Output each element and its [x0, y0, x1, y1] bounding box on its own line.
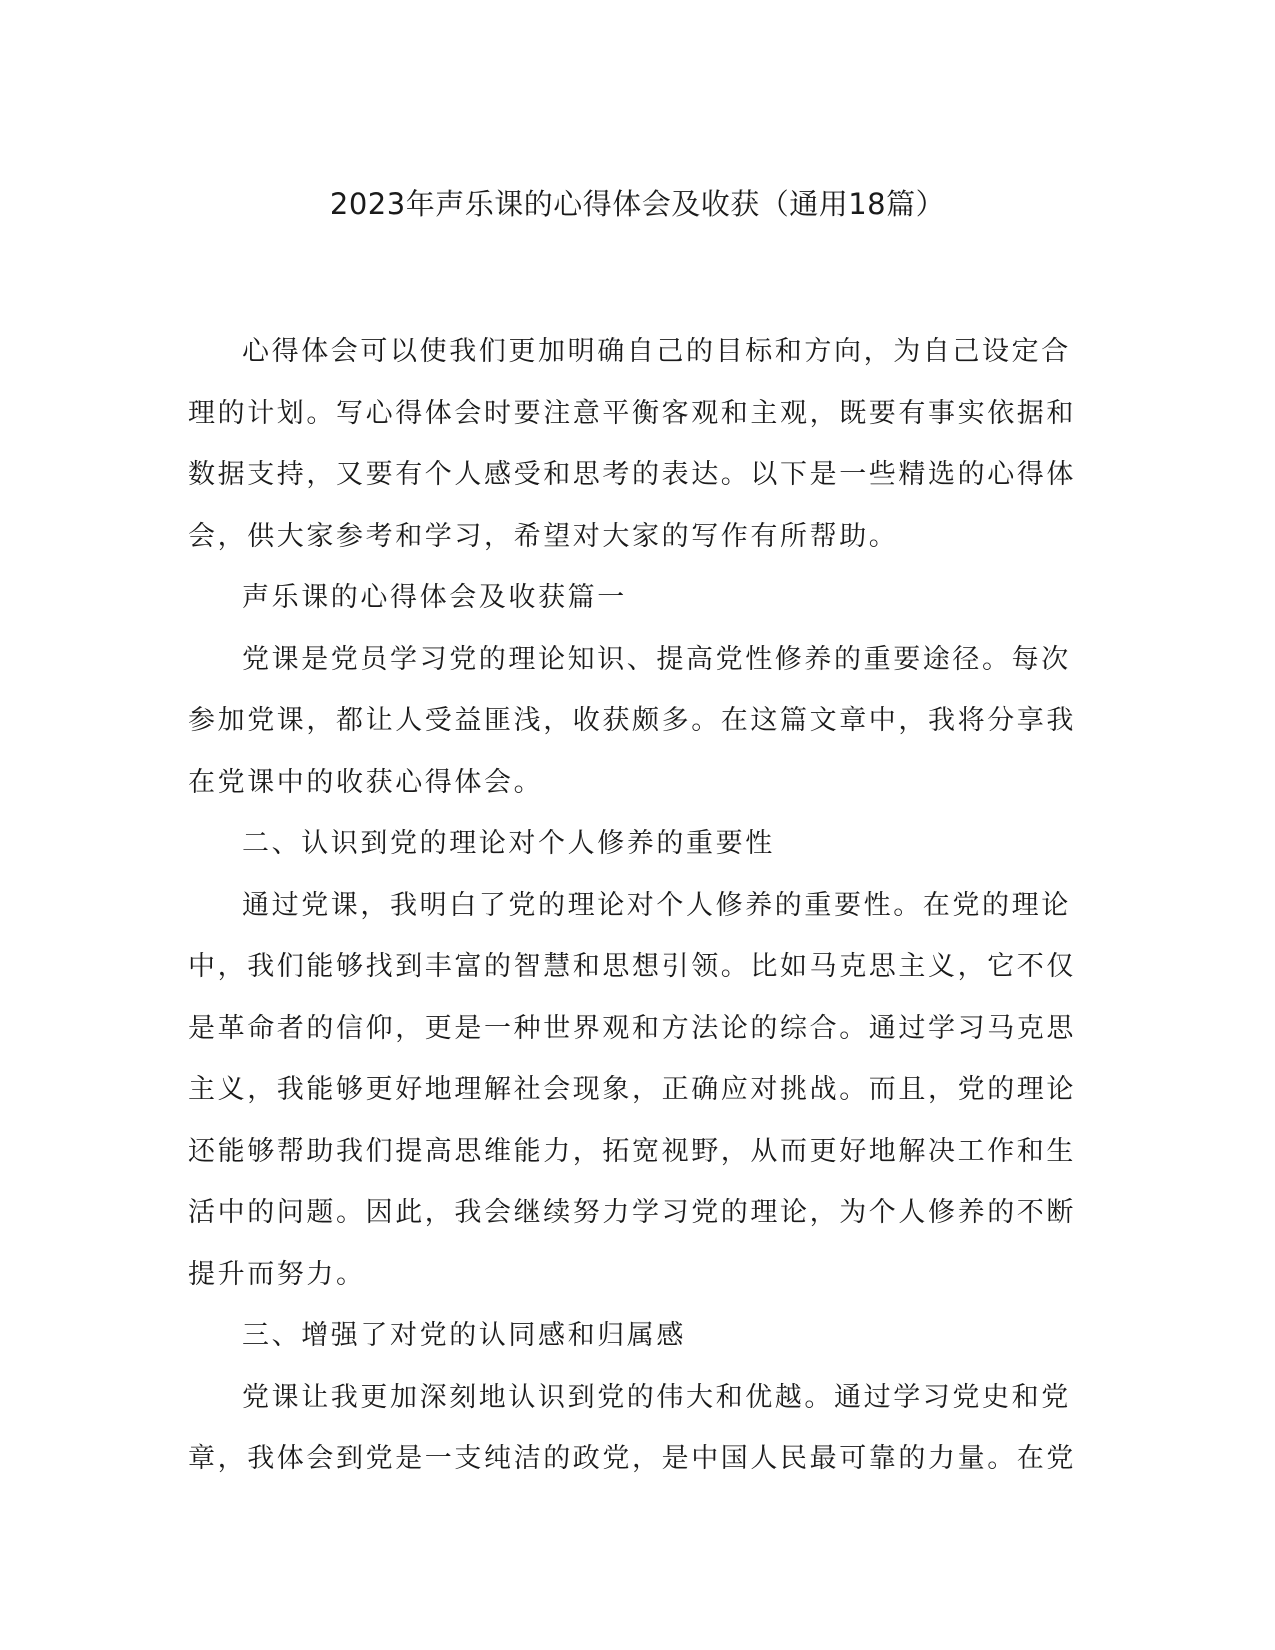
text-line: 三、增强了对党的认同感和归属感	[242, 1320, 686, 1351]
text-line: 声乐课的心得体会及收获篇一	[242, 582, 627, 613]
paragraph	[188, 629, 1076, 814]
text-line: 党课是党员学习党的理论知识、提高党性修养的重要途径。每次	[242, 643, 1071, 675]
text-line: 中，我们能够找到丰富的智慧和思想引领。比如马克思主义，它不仅	[188, 951, 1076, 982]
paragraph	[188, 875, 1076, 1306]
section-heading	[188, 567, 1068, 629]
text-line: 还能够帮助我们提高思维能力，拓宽视野，从而更好地解决工作和生	[188, 1135, 1076, 1167]
paragraph-intro	[188, 321, 1076, 567]
document-body	[188, 321, 1076, 1490]
text-line: 会，供大家参考和学习，希望对大家的写作有所帮助。	[188, 520, 899, 552]
text-line: 活中的问题。因此，我会继续努力学习党的理论，为个人修养的不断	[188, 1197, 1076, 1228]
text-line: 提升而努力。	[188, 1258, 366, 1290]
text-line: 理的计划。写心得体会时要注意平衡客观和主观，既要有事实依据和	[188, 397, 1076, 429]
section-heading	[188, 813, 1068, 875]
text-line: 参加党课，都让人受益匪浅，收获颇多。在这篇文章中，我将分享我	[188, 705, 1076, 736]
text-line: 通过党课，我明白了党的理论对个人修养的重要性。在党的理论	[242, 889, 1071, 921]
text-line: 二、认识到党的理论对个人修养的重要性	[242, 828, 775, 859]
paragraph	[188, 1367, 1076, 1490]
text-line: 在党课中的收获心得体会。	[188, 766, 544, 798]
text-line: 党课让我更加深刻地认识到党的伟大和优越。通过学习党史和党	[242, 1381, 1071, 1413]
text-line: 是革命者的信仰，更是一种世界观和方法论的综合。通过学习马克思	[188, 1012, 1076, 1044]
section-heading	[188, 1305, 1068, 1367]
text-line: 章，我体会到党是一支纯洁的政党，是中国人民最可靠的力量。在党	[188, 1443, 1076, 1474]
text-line: 心得体会可以使我们更加明确自己的目标和方向，为自己设定合	[242, 336, 1071, 367]
text-line: 数据支持，又要有个人感受和思考的表达。以下是一些精选的心得体	[188, 459, 1076, 490]
document-title: 2023年声乐课的心得体会及收获（通用18篇）	[329, 187, 946, 221]
text-line: 主义，我能够更好地理解社会现象，正确应对挑战。而且，党的理论	[188, 1074, 1076, 1105]
